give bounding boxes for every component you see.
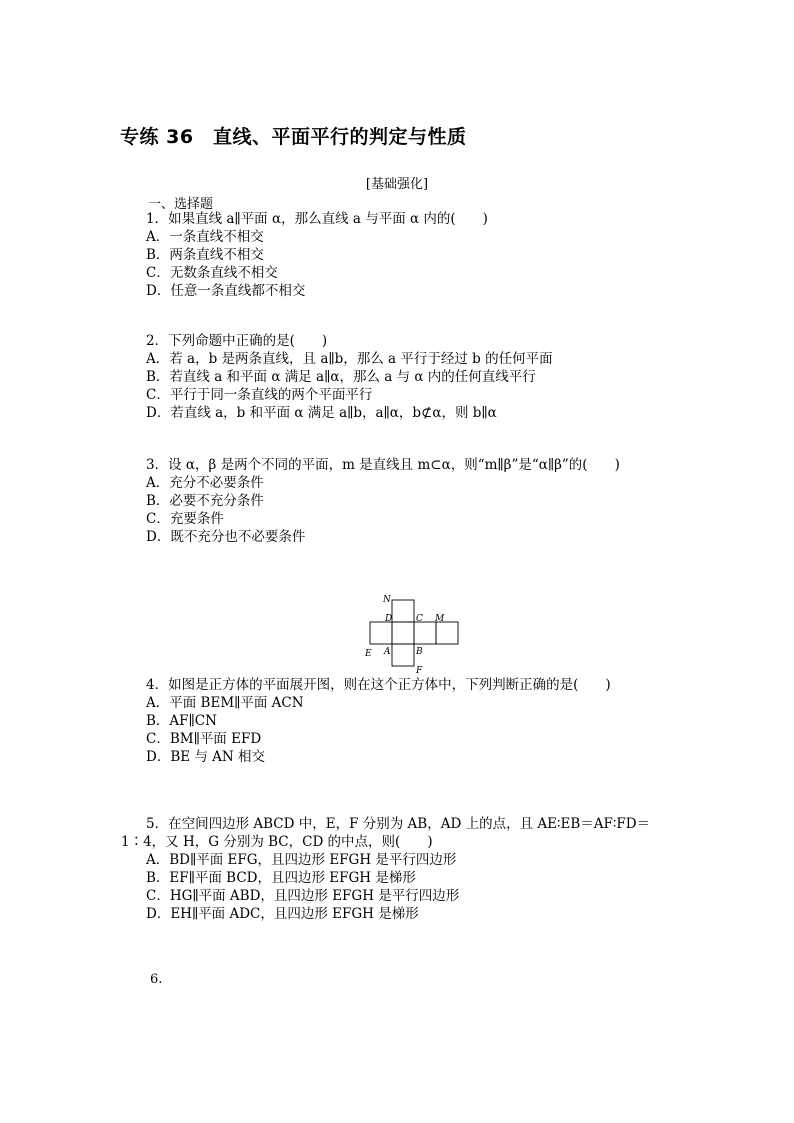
section-subtitle: [基础强化] (365, 177, 429, 192)
label-m: M (435, 614, 445, 624)
question-5-option-d: D．EH∥平面 ADC，且四边形 EFGH 是梯形 (146, 906, 419, 922)
question-2-option-b: B．若直线 a 和平面 α 满足 a∥α，那么 a 与 α 内的任何直线平行 (146, 369, 536, 385)
question-3-option-d: D．既不充分也不必要条件 (146, 529, 306, 545)
net-square-bottom (392, 644, 414, 666)
net-square-top (392, 600, 414, 622)
question-6-number: 6. (150, 972, 163, 987)
question-2-option-c: C．平行于同一条直线的两个平面平行 (146, 387, 373, 403)
question-5-option-c: C．HG∥平面 ABD，且四边形 EFGH 是平行四边形 (146, 888, 460, 904)
net-square-left (370, 622, 392, 644)
question-5-stem-line-2: 1∶4，又 H，G 分别为 BC，CD 的中点，则( ) (121, 834, 433, 850)
question-4-option-a: A．平面 BEM∥平面 ACN (146, 695, 304, 711)
net-square-center (392, 622, 414, 644)
cube-net-figure (362, 592, 464, 674)
question-5-option-b: B．EF∥平面 BCD，且四边形 EFGH 是梯形 (146, 870, 416, 886)
label-d: D (385, 614, 393, 624)
question-2-stem: 2．下列命题中正确的是( ) (146, 333, 328, 349)
question-4-option-c: C．BM∥平面 EFD (146, 731, 262, 747)
question-1-option-a: A．一条直线不相交 (146, 229, 264, 245)
question-1-option-c: C．无数条直线不相交 (146, 265, 278, 281)
question-1-stem: 1．如果直线 a∥平面 α，那么直线 a 与平面 α 内的( ) (146, 211, 488, 227)
label-a: A (384, 647, 391, 657)
question-3-option-c: C．充要条件 (146, 511, 224, 527)
question-4-option-d: D．BE 与 AN 相交 (146, 749, 266, 765)
net-square-right (414, 622, 436, 644)
label-e: E (365, 649, 372, 659)
question-5-stem-line-1: 5．在空间四边形 ABCD 中，E，F 分别为 AB，AD 上的点，且 AE∶EB＝AF∶FD＝ (146, 816, 651, 832)
label-f: F (416, 666, 423, 674)
net-square-far-right (436, 622, 458, 644)
question-3-option-b: B．必要不充分条件 (146, 493, 264, 509)
question-1-option-d: D．任意一条直线都不相交 (146, 283, 306, 299)
question-1-option-b: B．两条直线不相交 (146, 247, 264, 263)
question-3-option-a: A．充分不必要条件 (146, 475, 264, 491)
question-3-stem: 3．设 α，β 是两个不同的平面，m 是直线且 m⊂α，则“m∥β”是“α∥β”的( ) (146, 457, 620, 473)
question-2-option-d: D．若直线 a，b 和平面 α 满足 a∥b，a∥α，b⊄α，则 b∥α (146, 405, 497, 421)
question-4-stem: 4．如图是正方体的平面展开图，则在这个正方体中，下列判断正确的是( ) (146, 677, 611, 693)
question-2-option-a: A．若 a，b 是两条直线，且 a∥b，那么 a 平行于经过 b 的任何平面 (146, 351, 553, 367)
label-b: B (416, 647, 423, 657)
page-title: 专练 36 直线、平面平行的判定与性质 (120, 126, 467, 148)
question-5-option-a: A．BD∥平面 EFG，且四边形 EFGH 是平行四边形 (146, 852, 457, 868)
label-c: C (416, 614, 423, 624)
section-heading: 一、选择题 (148, 197, 214, 212)
label-n: N (383, 595, 391, 605)
question-4-option-b: B．AF∥CN (146, 713, 217, 729)
